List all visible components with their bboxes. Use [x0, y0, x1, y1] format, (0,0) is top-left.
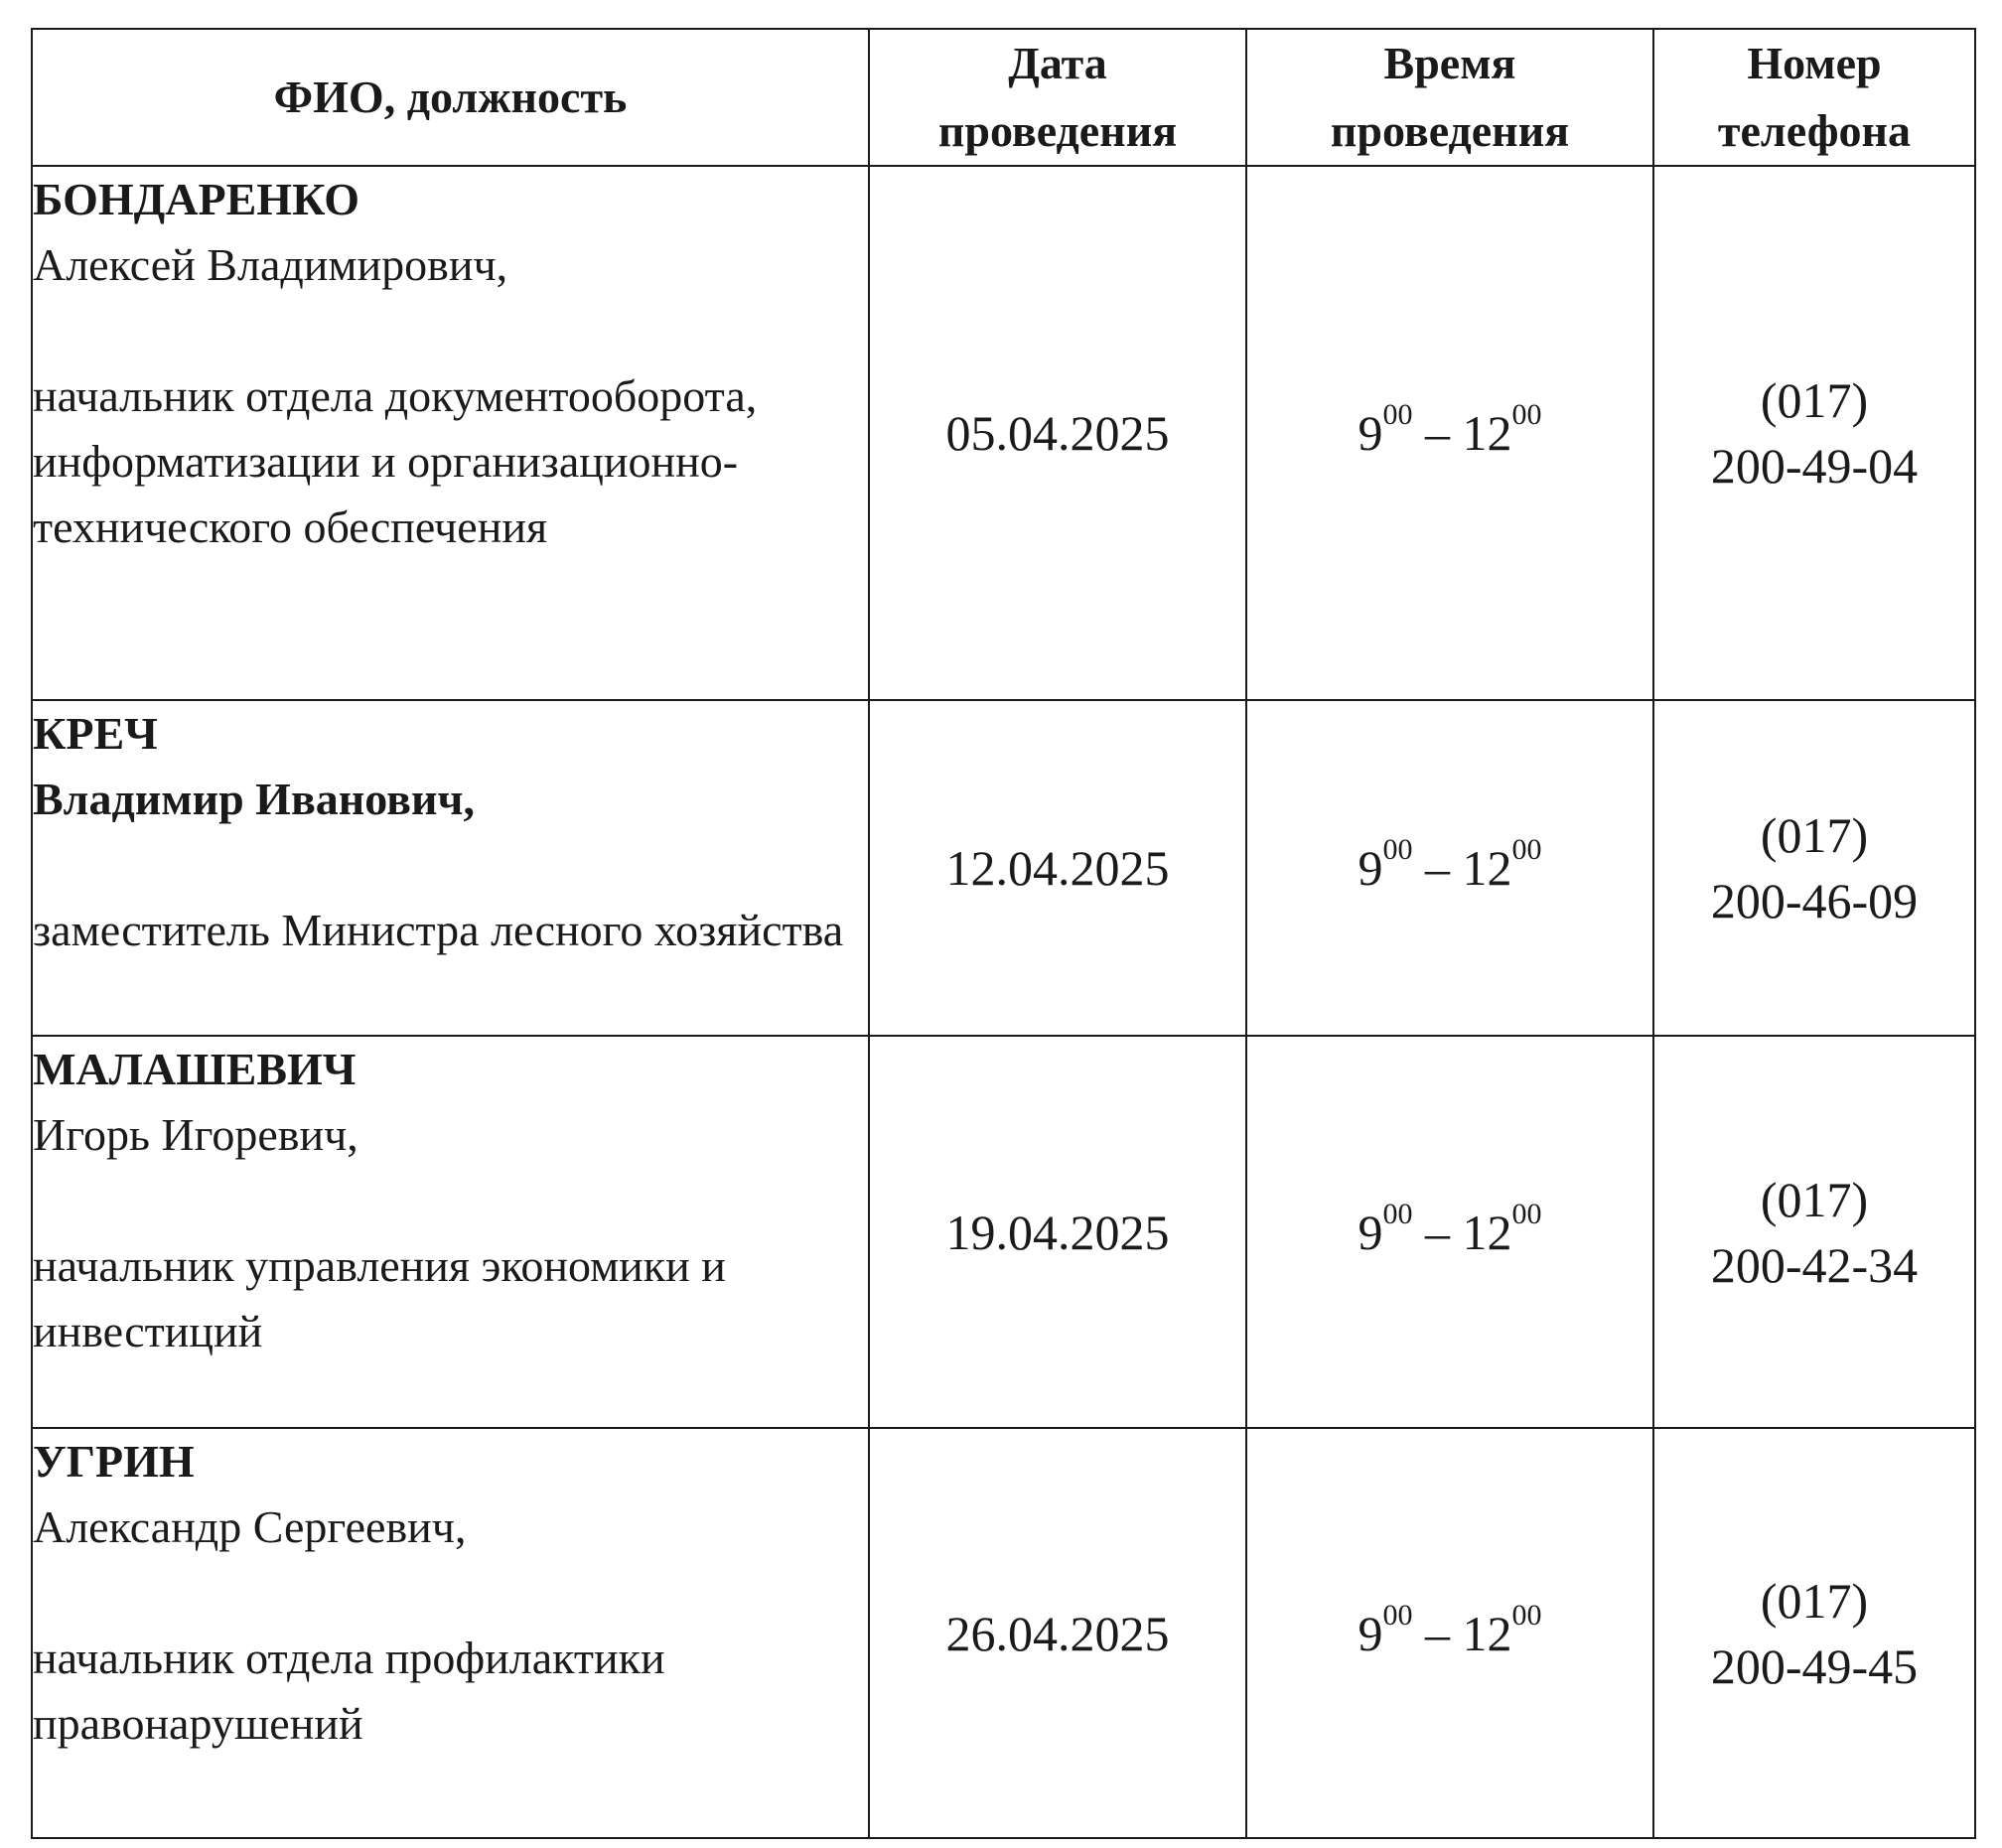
phone-number: 200-49-45	[1710, 1637, 1919, 1694]
header-time-line1: Время	[1383, 38, 1516, 88]
time-start-hour: 9	[1358, 1204, 1383, 1260]
time-end-hour: 12	[1462, 405, 1512, 461]
phone-number: 200-46-09	[1710, 873, 1919, 928]
row-spacer	[33, 298, 868, 363]
header-phone-line2: телефона	[1717, 105, 1912, 156]
time-start-hour: 9	[1358, 840, 1383, 896]
phone-area-code: (017)	[1760, 1171, 1869, 1227]
name-position-cell	[32, 1036, 869, 1428]
time-cell	[1246, 1428, 1653, 1838]
header-phone	[1653, 29, 1975, 166]
official-position: начальник отдела документооборота, информатизации и организационно-технического обеспечения	[33, 370, 758, 552]
time-end-minutes: 00	[1511, 1598, 1542, 1632]
time-cell	[1246, 700, 1653, 1036]
reception-date: 19.04.2025	[945, 1204, 1170, 1260]
phone-number: 200-49-04	[1710, 438, 1919, 494]
time-separator: –	[1412, 1605, 1463, 1661]
table-row	[32, 1428, 1975, 1838]
date-cell	[869, 1428, 1246, 1838]
time-start-hour: 9	[1358, 405, 1383, 461]
name-position-cell	[32, 166, 869, 700]
phone-area-code: (017)	[1760, 372, 1869, 428]
name-position-cell	[32, 700, 869, 1036]
table-header-row	[32, 29, 1975, 166]
reception-date: 26.04.2025	[945, 1605, 1170, 1661]
header-time-line2: проведения	[1330, 105, 1570, 156]
name-position-cell	[32, 1428, 869, 1838]
header-date	[869, 29, 1246, 166]
official-position: начальник отдела профилактики правонарушений	[33, 1633, 665, 1749]
official-given-name: Владимир Иванович,	[33, 774, 475, 824]
header-name-position	[32, 29, 869, 166]
phone-cell	[1653, 1428, 1975, 1838]
official-surname: УГРИН	[33, 1436, 195, 1487]
table-row	[32, 166, 1975, 700]
time-separator: –	[1412, 840, 1463, 896]
time-end-hour: 12	[1462, 1605, 1512, 1661]
time-start-hour: 9	[1358, 1605, 1383, 1661]
row-spacer	[33, 832, 868, 898]
date-cell	[869, 1036, 1246, 1428]
time-start-minutes: 00	[1382, 1197, 1413, 1230]
phone-cell	[1653, 700, 1975, 1036]
date-cell	[869, 700, 1246, 1036]
phone-cell	[1653, 1036, 1975, 1428]
phone-cell	[1653, 166, 1975, 700]
official-surname: БОНДАРЕНКО	[33, 174, 360, 224]
reception-schedule-table	[31, 28, 1976, 1839]
official-surname: КРЕЧ	[33, 708, 158, 759]
header-date-line2: проведения	[937, 105, 1178, 156]
header-phone-line1: Номер	[1747, 38, 1882, 88]
time-separator: –	[1412, 1204, 1463, 1260]
time-end-hour: 12	[1462, 1204, 1512, 1260]
official-given-name: Игорь Игоревич,	[33, 1109, 358, 1160]
official-surname: МАЛАШЕВИЧ	[33, 1044, 357, 1094]
row-spacer	[33, 1560, 868, 1626]
header-name-label: ФИО, должность	[273, 71, 628, 122]
time-end-minutes: 00	[1511, 1197, 1542, 1230]
time-start-minutes: 00	[1382, 833, 1413, 866]
time-separator: –	[1412, 405, 1463, 461]
date-cell	[869, 166, 1246, 700]
time-end-minutes: 00	[1511, 833, 1542, 866]
time-start-minutes: 00	[1382, 398, 1413, 431]
header-date-line1: Дата	[1008, 38, 1107, 88]
phone-area-code: (017)	[1760, 807, 1869, 863]
official-position: начальник управления экономики и инвестиций	[33, 1240, 726, 1356]
phone-area-code: (017)	[1760, 1572, 1869, 1629]
time-cell	[1246, 166, 1653, 700]
time-end-hour: 12	[1462, 840, 1512, 896]
time-start-minutes: 00	[1382, 1598, 1413, 1632]
reception-date: 12.04.2025	[945, 840, 1170, 896]
official-given-name: Александр Сергеевич,	[33, 1501, 467, 1552]
header-time	[1246, 29, 1653, 166]
time-cell	[1246, 1036, 1653, 1428]
time-end-minutes: 00	[1511, 398, 1542, 431]
table-row	[32, 700, 1975, 1036]
official-position: заместитель Министра лесного хозяйства	[33, 905, 844, 955]
row-spacer	[33, 1168, 868, 1233]
phone-number: 200-42-34	[1710, 1236, 1919, 1293]
table-row	[32, 1036, 1975, 1428]
official-given-name: Алексей Владимирович,	[33, 239, 508, 290]
reception-date: 05.04.2025	[945, 405, 1170, 461]
